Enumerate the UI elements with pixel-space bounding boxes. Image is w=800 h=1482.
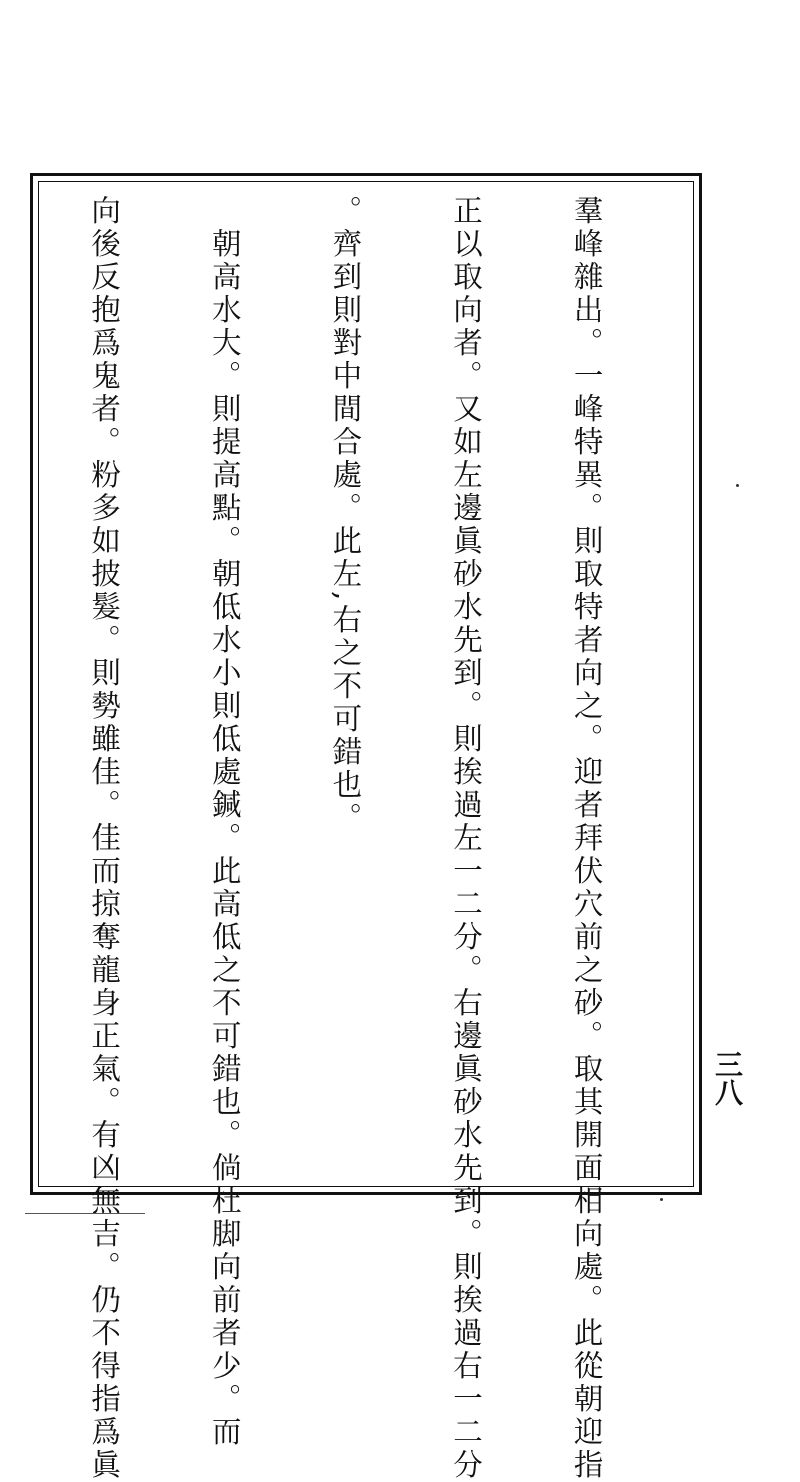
text-column: 。齊到則對中間合處。此左,右之不可錯也。 xyxy=(328,195,363,835)
text-column: 向後反抱爲鬼者。粉多如披髮。則勢雖佳。佳而掠奪龍身正氣。有凶無吉。仍不得指爲眞 xyxy=(87,195,122,1482)
page-number: 三八 xyxy=(711,1050,744,1106)
text-column: 羣峰雜出。一峰特異。則取特者向之。迎者拜伏穴前之砂。取其開面相向處。此從朝迎指 xyxy=(569,195,604,1482)
scan-artifact-line xyxy=(25,1213,145,1214)
text-column xyxy=(0,195,4,1180)
text-column: 正以取向者。又如左邊眞砂水先到。則挨過左一二分。右邊眞砂水先到。則挨過右一二分 xyxy=(448,195,483,1482)
scan-speck xyxy=(660,1198,663,1201)
text-column: 朝高水大。則提高點。朝低水小則低處鍼。此高低之不可錯也。倘杜脚向前者少。而 xyxy=(207,195,242,1449)
scan-speck xyxy=(736,484,739,487)
classical-text-body xyxy=(45,195,687,1482)
